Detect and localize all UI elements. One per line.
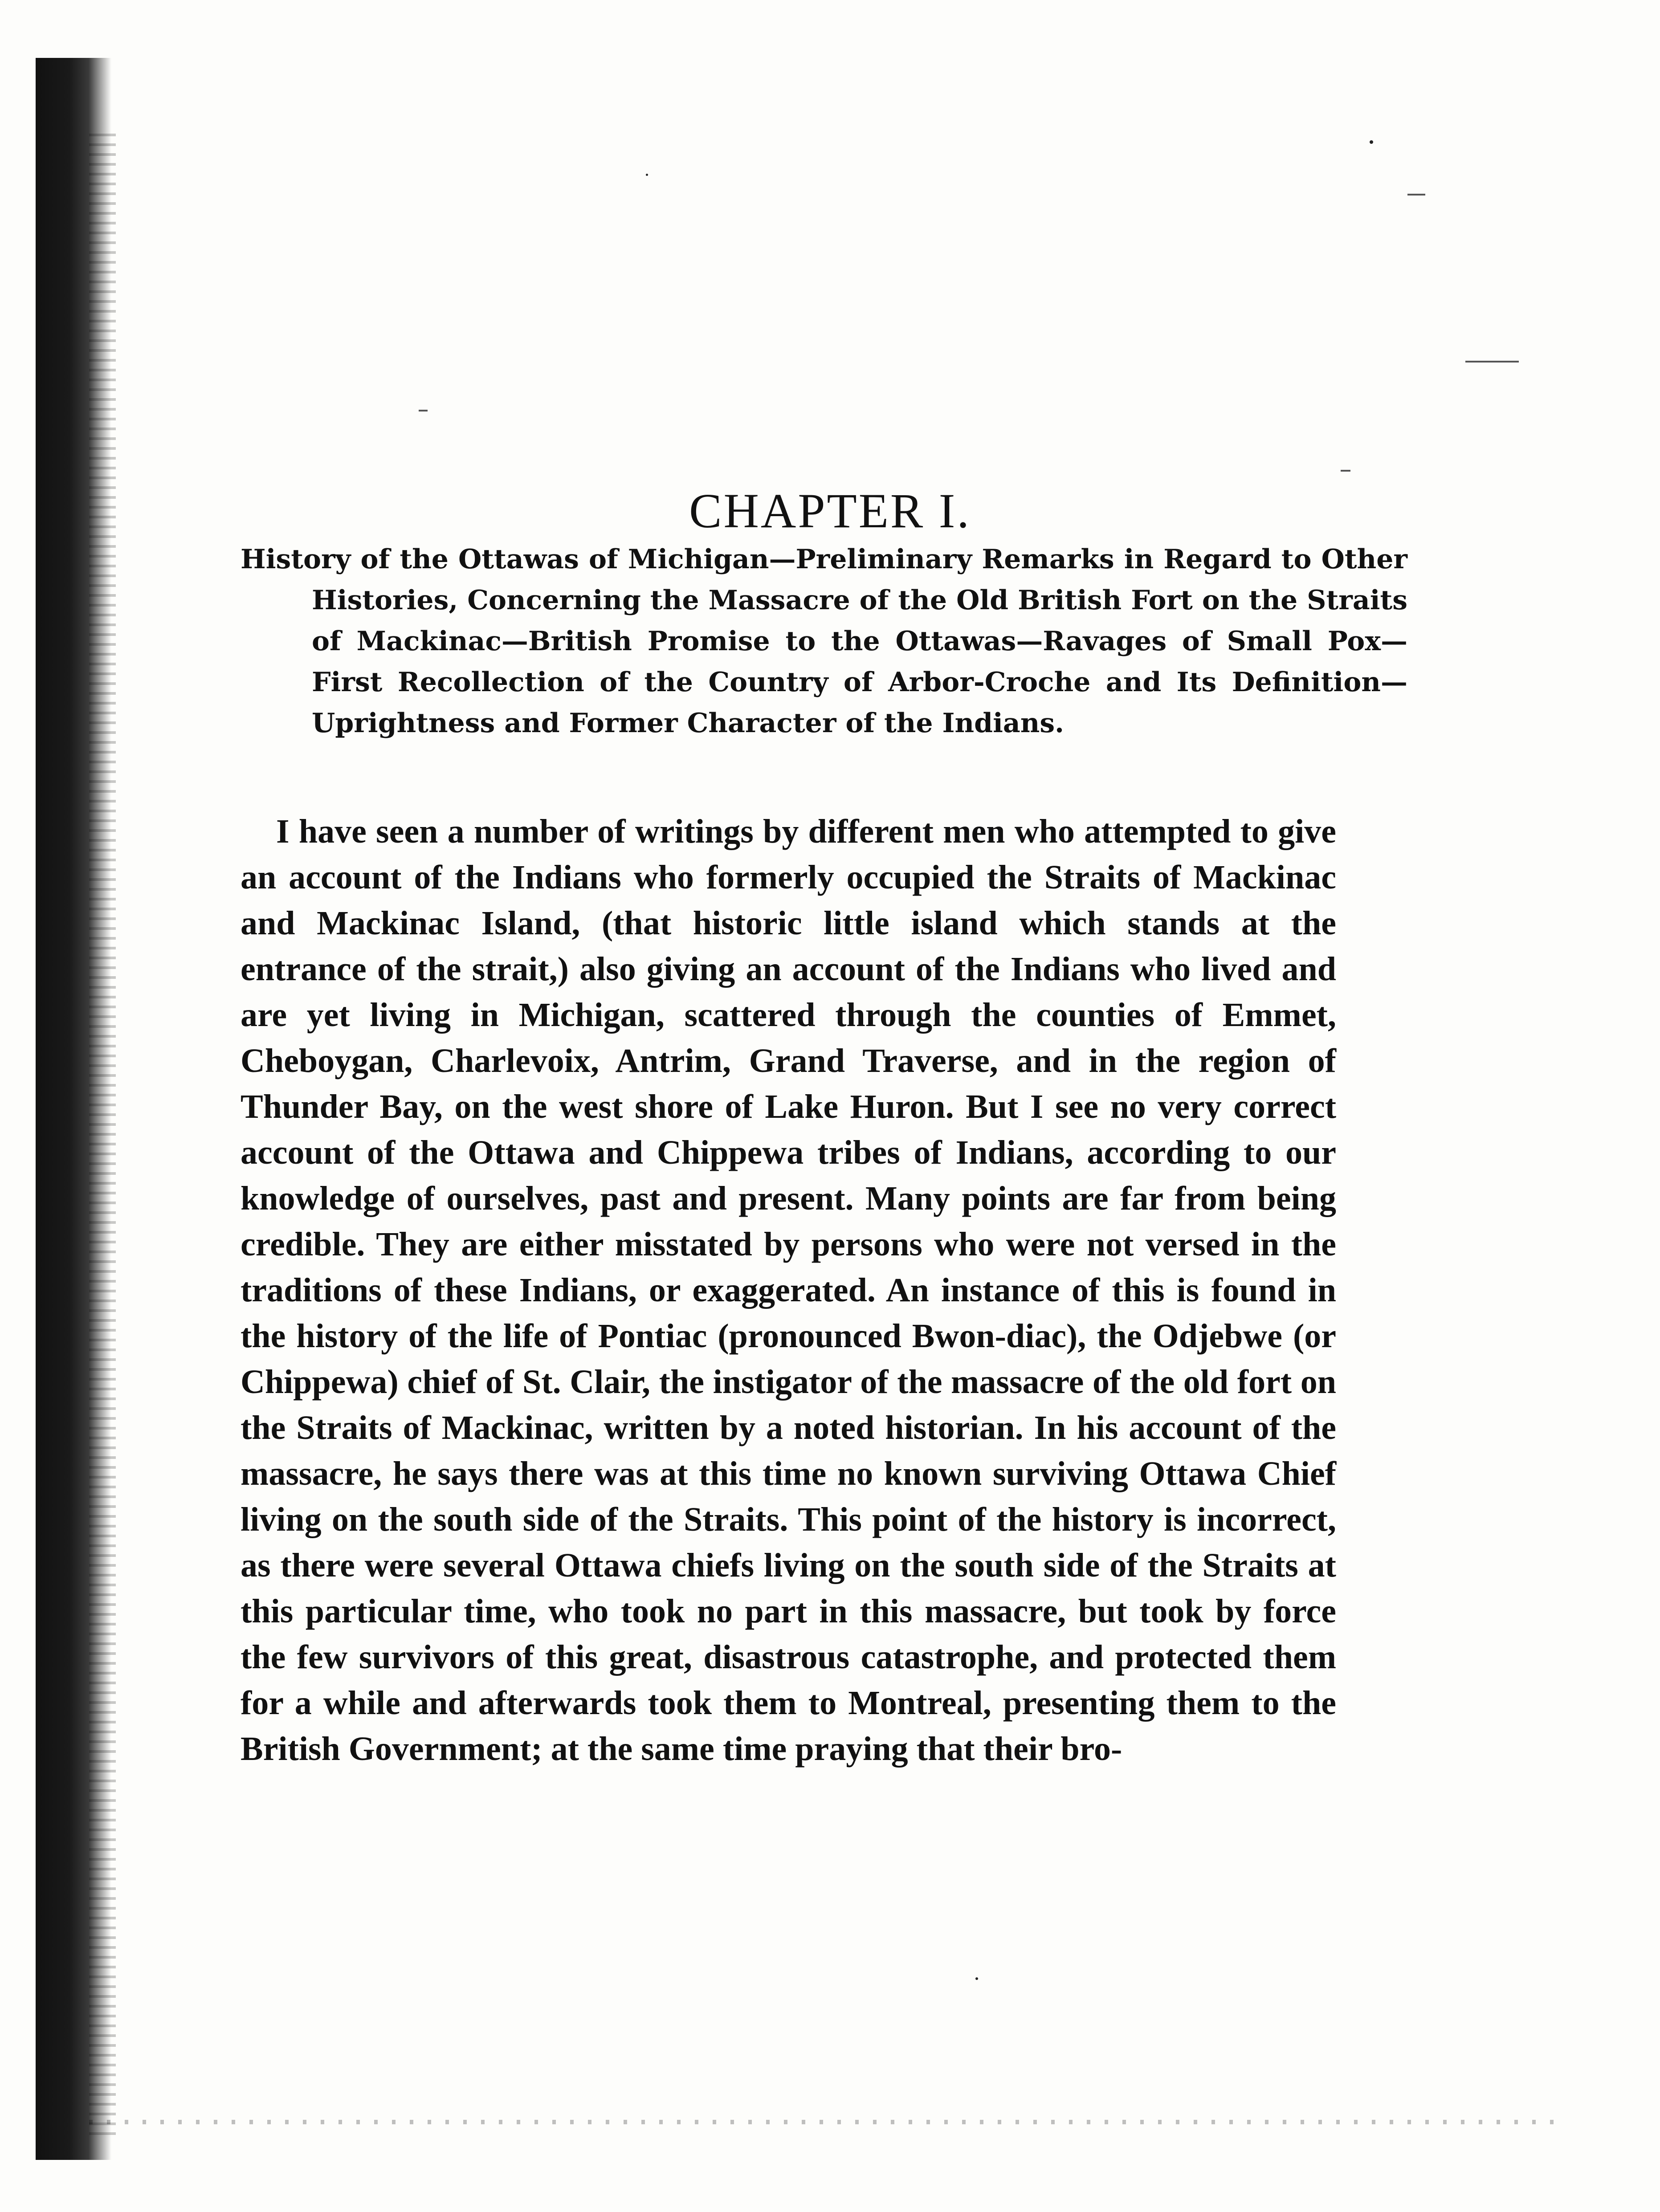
scan-speck [975,1977,978,1980]
scan-mark [419,410,428,411]
binding-edge-speckle [89,134,116,2138]
scan-mark [1465,361,1519,363]
body-paragraph: I have seen a number of writings by different men who attempted to give an account of the Indians who formerly occupied the Straits of Mackinac and Mackinac Island, (that historic little island which stands at the entrance of the strait,) also giving an account of the Indians who lived and are yet living in Michigan, scattered through the counties of Emmet, Cheboygan, Charlevoix, Antrim, Grand Traverse, and in the region of Thunder Bay, on the west shore of Lake Huron. But I see no very correct account of the Ottawa and Chippewa tribes of Indians, according to our knowledge of ourselves, past and present. Many points are far from being credible. They are either misstated by persons who were not versed in the traditions of these Indians, or exaggerated. An instance of this is found in the history of the life of Pontiac (pronounced Bwon-diac), the Odjebwe (or Chippewa) chief of St. Clair, the instigator of the massacre of the old fort on the Straits of Mackinac, written by a noted historian. In his account of the massacre, he says there was at this time no known surviving Ottawa Chief living on the south side of the Straits. This point of the history is incorrect, as there were several Ottawa chiefs living on the south side of the Straits at this particular time, who took no part in this massacre, but took by force the few survivors of this great, disastrous catastrophe, and protected them for a while and afterwards took them to Montreal, presenting them to the British Government; at the same time praying that their bro- [241,813,1336,1768]
scan-speck [1370,140,1373,144]
chapter-title: CHAPTER I. [689,483,971,538]
scan-mark [1407,194,1425,196]
scan-noise-bottom [89,2120,1559,2124]
chapter-summary: History of the Ottawas of Michigan—Preliminary Remarks in Regard to Other Histories, Concerning the Massacre of the Old British Fort on the Straits of Mackinac—British Promise to the Ottawas—Ravages of Small Pox—First Recollection of the Country of Arbor-Croche and Its Definition—Uprightness and Former Character of the Indians. [241,544,1407,739]
scan-speck [646,174,648,176]
scan-mark [1341,470,1350,472]
